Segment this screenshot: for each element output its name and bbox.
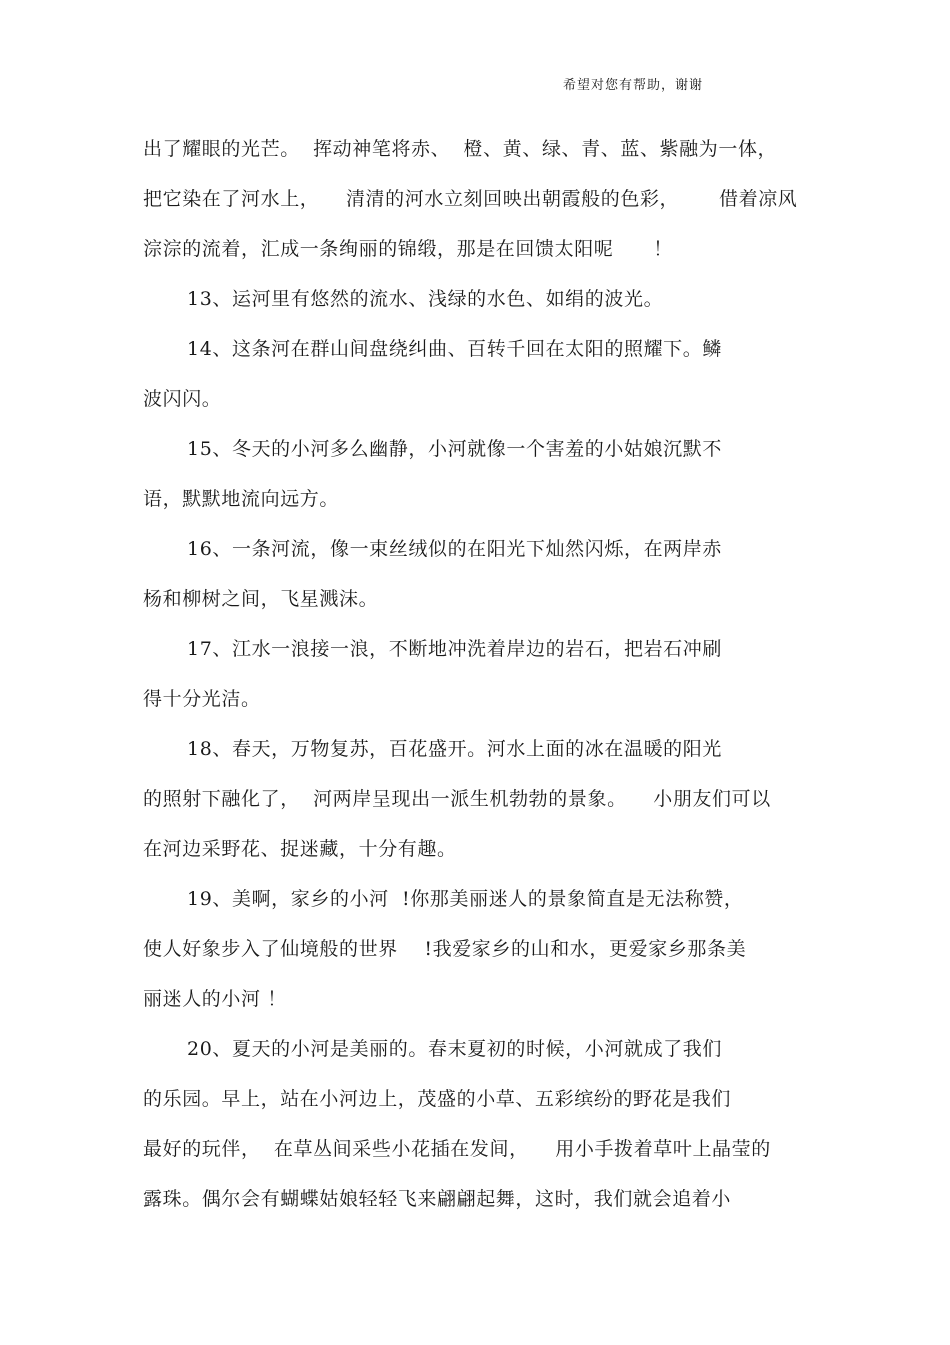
text-line: 淙淙的流着，汇成一条绚丽的锦缎，那是在回馈太阳呢 ！ bbox=[143, 238, 673, 260]
text-line: 16、一条河流，像一束丝绒似的在阳光下灿然闪烁，在两岸赤 bbox=[187, 538, 722, 560]
text-line: 20、夏天的小河是美丽的。春末夏初的时候，小河就成了我们 bbox=[187, 1038, 722, 1060]
text-line: 得十分光洁。 bbox=[143, 688, 261, 710]
text-line: 的乐园。早上，站在小河边上，茂盛的小草、五彩缤纷的野花是我们 bbox=[143, 1088, 732, 1110]
text-line: 19、美啊，家乡的小河 !你那美丽迷人的景象简直是无法称赞， bbox=[187, 888, 744, 910]
text-line: 波闪闪。 bbox=[143, 388, 222, 410]
text-line: 13、运河里有悠然的流水、浅绿的水色、如绢的波光。 bbox=[187, 288, 664, 310]
text-line: 使人好象步入了仙境般的世界 !我爱家乡的山和水，更爱家乡那条美 bbox=[143, 938, 747, 960]
text-line: 露珠。偶尔会有蝴蝶姑娘轻轻飞来翩翩起舞，这时，我们就会追着小 bbox=[143, 1188, 732, 1210]
text-line: 14、这条河在群山间盘绕纠曲、百转千回在太阳的照耀下。鳞 bbox=[187, 338, 722, 360]
text-line: 17、江水一浪接一浪，不断地冲洗着岸边的岩石，把岩石冲刷 bbox=[187, 638, 722, 660]
text-line: 15、冬天的小河多么幽静，小河就像一个害羞的小姑娘沉默不 bbox=[187, 438, 722, 460]
document-body bbox=[143, 124, 808, 1224]
text-line: 出了耀眼的光芒。 挥动神笔将赤、 橙、黄、绿、青、蓝、紫融为一体， bbox=[143, 138, 778, 160]
text-line: 18、春天，万物复苏，百花盛开。河水上面的冰在温暖的阳光 bbox=[187, 738, 722, 760]
page-header: 希望对您有帮助，谢谢 bbox=[563, 78, 704, 93]
text-line: 丽迷人的小河 ！ bbox=[143, 988, 287, 1010]
text-line: 最好的玩伴， 在草丛间采些小花插在发间， 用小手拨着草叶上晶莹的 bbox=[143, 1138, 771, 1160]
text-line: 把它染在了河水上， 清清的河水立刻回映出朝霞般的色彩， 借着凉风 bbox=[143, 188, 798, 210]
text-line: 语，默默地流向远方。 bbox=[143, 488, 340, 510]
text-line: 杨和柳树之间，飞星溅沫。 bbox=[143, 588, 379, 610]
text-line: 的照射下融化了， 河两岸呈现出一派生机勃勃的景象。 小朋友们可以 bbox=[143, 788, 771, 810]
text-line: 在河边采野花、捉迷藏，十分有趣。 bbox=[143, 838, 457, 860]
